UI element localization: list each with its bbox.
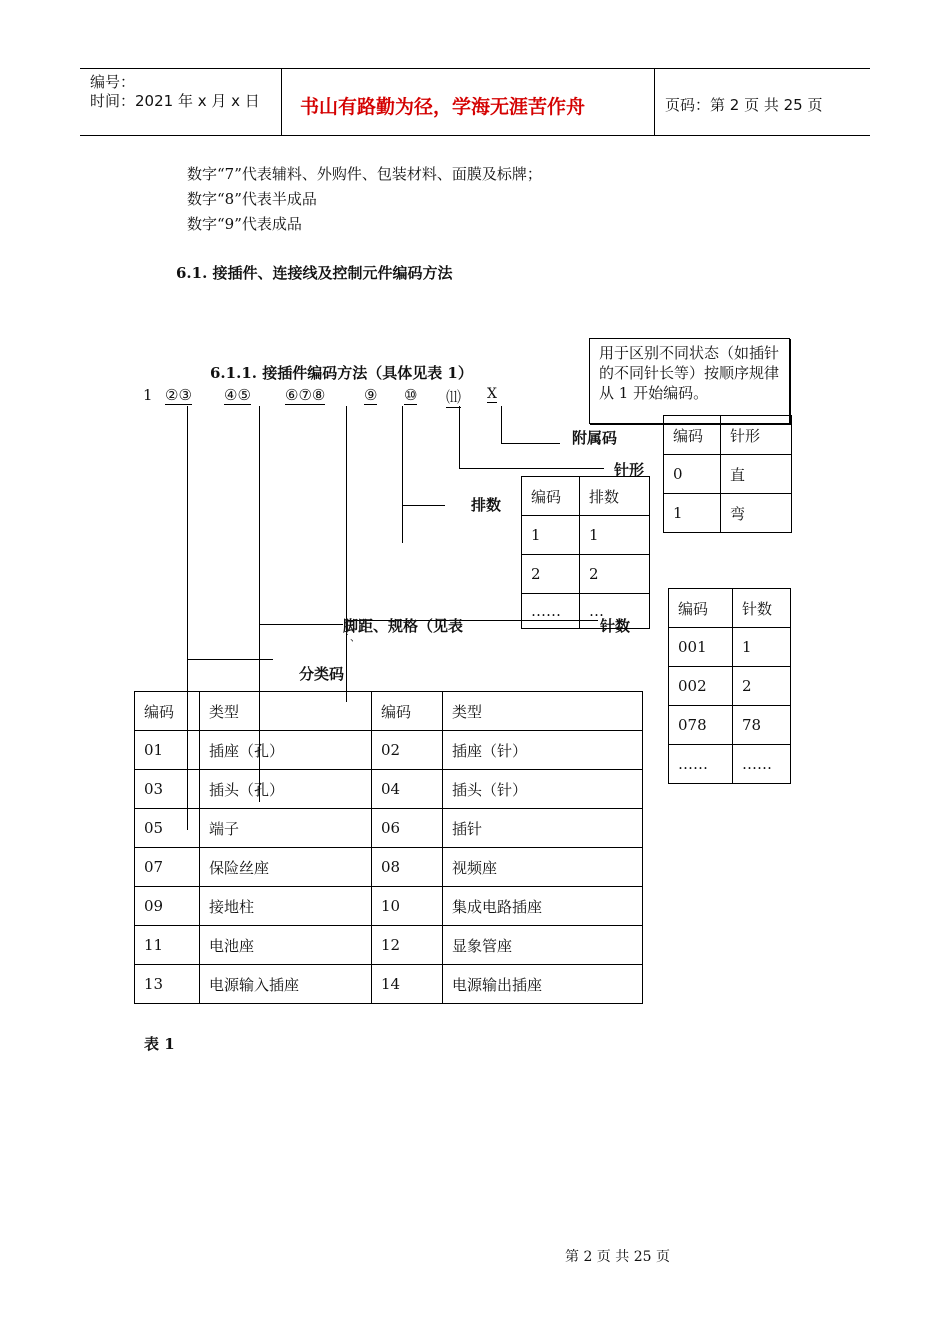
section-heading: 6.1. 接插件、连接线及控制元件编码方法: [176, 264, 453, 282]
body-line: 数字“8”代表半成品: [187, 190, 317, 208]
table-cell: 03: [135, 770, 200, 809]
table-cell: 14: [372, 965, 443, 1004]
pin-shape-table: [663, 415, 792, 533]
table-cell: 04: [372, 770, 443, 809]
code-group-category: ②③: [165, 386, 192, 404]
table-header-row: [522, 477, 650, 516]
table-cell: 06: [372, 809, 443, 848]
table-cell: 弯: [721, 494, 792, 533]
table-header-cell: 排数: [580, 477, 650, 516]
table-header-cell: 编码: [669, 589, 733, 628]
table-cell: …: [580, 594, 650, 629]
pin-count-table: [668, 588, 791, 784]
table-cell: 2: [733, 667, 791, 706]
code-lead: 1: [143, 386, 153, 404]
table-cell: 直: [721, 455, 792, 494]
table-row: [669, 628, 791, 667]
table-row: [135, 848, 643, 887]
table-row: [135, 731, 643, 770]
table-cell: 78: [733, 706, 791, 745]
table-cell: 0: [664, 455, 721, 494]
table-cell: ……: [522, 594, 580, 629]
table-header-cell: 类型: [443, 692, 643, 731]
table-row: [135, 887, 643, 926]
table-cell: 电源输入插座: [200, 965, 372, 1004]
code-group-pitch: ④⑤: [224, 386, 251, 404]
table-cell: 13: [135, 965, 200, 1004]
table-cell: 2: [522, 555, 580, 594]
table-header-cell: 类型: [200, 692, 372, 731]
body-line: 数字“7”代表辅料、外购件、包装材料、面膜及标牌；: [187, 165, 542, 183]
table-cell: 1: [664, 494, 721, 533]
table-header-cell: 针形: [721, 416, 792, 455]
table-cell: 插头（针）: [443, 770, 643, 809]
table-cell: 2: [580, 555, 650, 594]
table-header-row: [669, 589, 791, 628]
table-cell: 1: [580, 516, 650, 555]
connector-type-table: [134, 691, 643, 1004]
table-row: [135, 809, 643, 848]
label-pin-shape: 针形: [614, 461, 645, 479]
table-cell: 07: [135, 848, 200, 887]
page-footer: 第 2 页 共 25 页: [565, 1249, 670, 1265]
label-accessory-code: 附属码: [572, 429, 618, 447]
note-box: 用于区别不同状态（如插针的不同针长等）按顺序规律从 1 开始编码。: [589, 338, 790, 424]
table-cell: 002: [669, 667, 733, 706]
body-text: [187, 162, 542, 237]
table-cell: 001: [669, 628, 733, 667]
table-cell: 插座（针）: [443, 731, 643, 770]
table-row: [664, 455, 792, 494]
table-cell: 1: [522, 516, 580, 555]
table-row: [522, 555, 650, 594]
label-category-code: 分类码: [299, 665, 345, 683]
table-cell: ……: [669, 745, 733, 784]
table-cell: 078: [669, 706, 733, 745]
table-cell: 电源输出插座: [443, 965, 643, 1004]
table-row: [135, 926, 643, 965]
label-pitch-spec: 脚距、规格（见表: [343, 617, 464, 635]
table-cell: 05: [135, 809, 200, 848]
table-cell: 插座（孔）: [200, 731, 372, 770]
code-group-pin-shape: ⑩: [404, 386, 418, 404]
table-cell: 09: [135, 887, 200, 926]
subsection-heading: 6.1.1. 接插件编码方法（具体见表 1）: [210, 364, 473, 382]
table-cell: 端子: [200, 809, 372, 848]
label-pin-count: 针数: [600, 617, 631, 635]
table-header-cell: 编码: [664, 416, 721, 455]
page-number-label: 页码：第 2 页 共 25 页: [665, 96, 823, 114]
table-cell: 接地柱: [200, 887, 372, 926]
table-row: [669, 667, 791, 706]
table-row: [522, 594, 650, 629]
table-header-cell: 编码: [372, 692, 443, 731]
table-row: [664, 494, 792, 533]
table-cell: 保险丝座: [200, 848, 372, 887]
table-cell: 集成电路插座: [443, 887, 643, 926]
table-row: [669, 745, 791, 784]
row-count-table: [521, 476, 650, 629]
body-line: 数字“9”代表成品: [187, 215, 302, 233]
table-cell: 插头（孔）: [200, 770, 372, 809]
code-group-pin-count: ⑥⑦⑧: [285, 386, 326, 404]
table-cell: ……: [733, 745, 791, 784]
code-group-accessory: X: [487, 386, 497, 402]
table-cell: 插针: [443, 809, 643, 848]
table-cell: 1: [733, 628, 791, 667]
code-group-state: ⑾: [446, 388, 462, 406]
table-header-cell: 编码: [522, 477, 580, 516]
table-row: [669, 706, 791, 745]
table-cell: 11: [135, 926, 200, 965]
table-row: [135, 770, 643, 809]
table-row: [522, 516, 650, 555]
time-label: 时间：2021 年 x 月 x 日: [90, 92, 260, 110]
table-row: [135, 965, 643, 1004]
table-cell: 08: [372, 848, 443, 887]
motto-title: 书山有路勤为径，学海无涯苦作舟: [300, 96, 586, 118]
table-caption: 表 1: [144, 1035, 175, 1053]
label-pitch-tail: `、: [345, 633, 360, 644]
table-cell: 显象管座: [443, 926, 643, 965]
table-cell: 01: [135, 731, 200, 770]
serial-label: 编号：: [90, 73, 136, 91]
table-header-cell: 编码: [135, 692, 200, 731]
table-header-row: [664, 416, 792, 455]
table-cell: 电池座: [200, 926, 372, 965]
table-header-cell: 针数: [733, 589, 791, 628]
table-header-row: [135, 692, 643, 731]
table-cell: 视频座: [443, 848, 643, 887]
label-row-count: 排数: [471, 496, 502, 514]
table-cell: 10: [372, 887, 443, 926]
table-cell: 02: [372, 731, 443, 770]
code-group-rows: ⑨: [364, 386, 378, 404]
table-cell: 12: [372, 926, 443, 965]
